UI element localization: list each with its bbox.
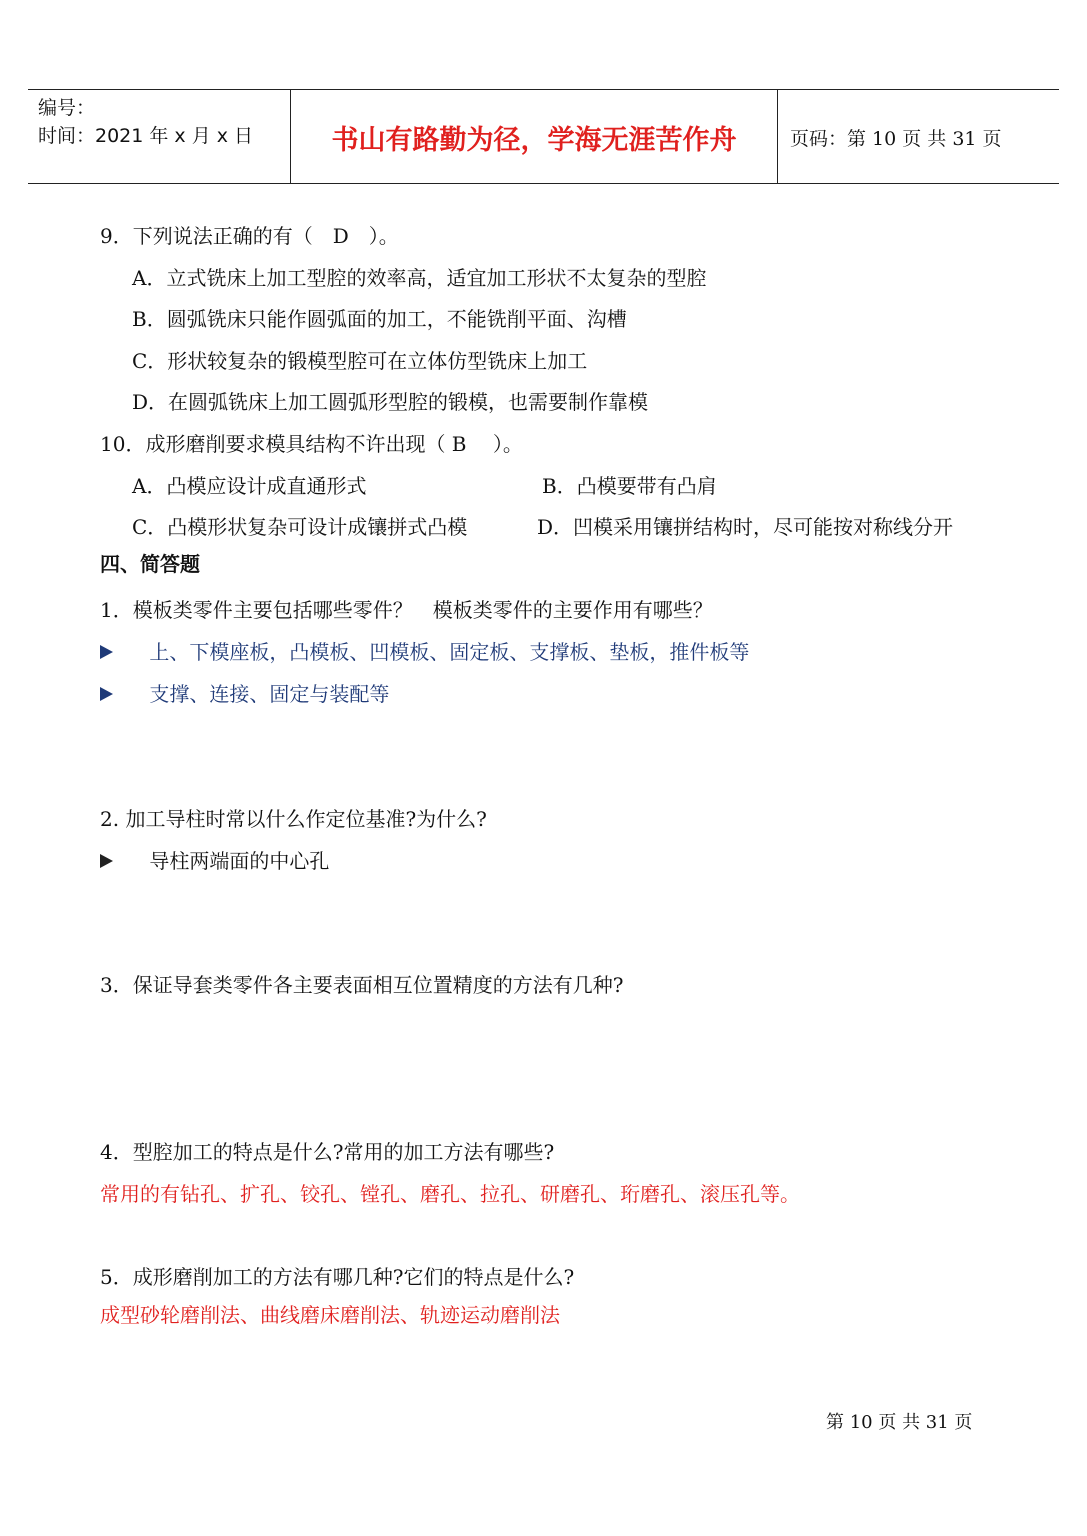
- page-footer: 第 10 页 共 31 页: [826, 1412, 973, 1433]
- answer-1-item-1: [100, 639, 749, 665]
- answer-1-item-1-text: 上、下模座板，凸模板、凹模板、固定板、支撑板、垫板，推件板等: [149, 640, 750, 664]
- question-9-option-d: D．在圆弧铣床上加工圆弧形型腔的锻模，也需要制作靠模: [132, 390, 649, 414]
- question-9: 9．下列说法正确的有（ D ）。: [100, 224, 399, 248]
- question-10-option-d: D．凹模采用镶拼结构时，尽可能按对称线分开: [537, 515, 954, 539]
- short-question-5: 5．成形磨削加工的方法有哪几种?它们的特点是什么?: [100, 1265, 575, 1289]
- question-9-option-a: A．立式铣床上加工型腔的效率高，适宜加工形状不太复杂的型腔: [132, 266, 707, 290]
- header-motto: 书山有路勤为径，学海无涯苦作舟: [331, 125, 737, 156]
- bullet-arrow-icon: [100, 854, 113, 868]
- question-10-option-a: A．凸模应设计成直通形式: [132, 474, 367, 498]
- short-question-1: 1．模板类零件主要包括哪些零件？ 模板类零件的主要作用有哪些？: [100, 598, 713, 622]
- page-header: [28, 89, 1059, 184]
- question-10-option-b: B．凸模要带有凸肩: [542, 474, 717, 498]
- answer-2-item-1: [100, 848, 329, 874]
- question-10-option-c: C．凸模形状复杂可设计成镶拼式凸模: [132, 515, 468, 539]
- answer-4: 常用的有钻孔、扩孔、铰孔、镗孔、磨孔、拉孔、研磨孔、珩磨孔、滚压孔等。: [100, 1182, 800, 1206]
- header-right-cell: [778, 90, 1058, 183]
- header-page-code: 页码：第 10 页 共 31 页: [790, 128, 1002, 150]
- answer-5: 成型砂轮磨削法、曲线磨床磨削法、轨迹运动磨削法: [100, 1303, 560, 1327]
- answer-1-item-2-text: 支撑、连接、固定与装配等: [149, 682, 390, 706]
- question-9-option-c: C．形状较复杂的锻模型腔可在立体仿型铣床上加工: [132, 349, 588, 373]
- bullet-arrow-icon: [100, 687, 113, 701]
- answer-2-item-1-text: 导柱两端面的中心孔: [149, 849, 330, 873]
- short-question-4: 4．型腔加工的特点是什么?常用的加工方法有哪些?: [100, 1140, 555, 1164]
- short-question-3: 3．保证导套类零件各主要表面相互位置精度的方法有几种?: [100, 973, 624, 997]
- document-time-label: 时间：2021 年 x 月 x 日: [38, 125, 254, 147]
- document-number-label: 编号：: [38, 97, 96, 119]
- answer-1-item-2: [100, 681, 389, 707]
- short-question-2: 2. 加工导柱时常以什么作定位基准?为什么?: [100, 807, 487, 831]
- question-9-option-b: B．圆弧铣床只能作圆弧面的加工，不能铣削平面、沟槽: [132, 307, 627, 331]
- header-middle-cell: [291, 90, 778, 183]
- bullet-arrow-icon: [100, 645, 113, 659]
- question-10: 10．成形磨削要求模具结构不许出现（ B ）。: [100, 432, 523, 456]
- header-left-cell: [28, 90, 291, 183]
- section-heading: 四、简答题: [100, 552, 200, 576]
